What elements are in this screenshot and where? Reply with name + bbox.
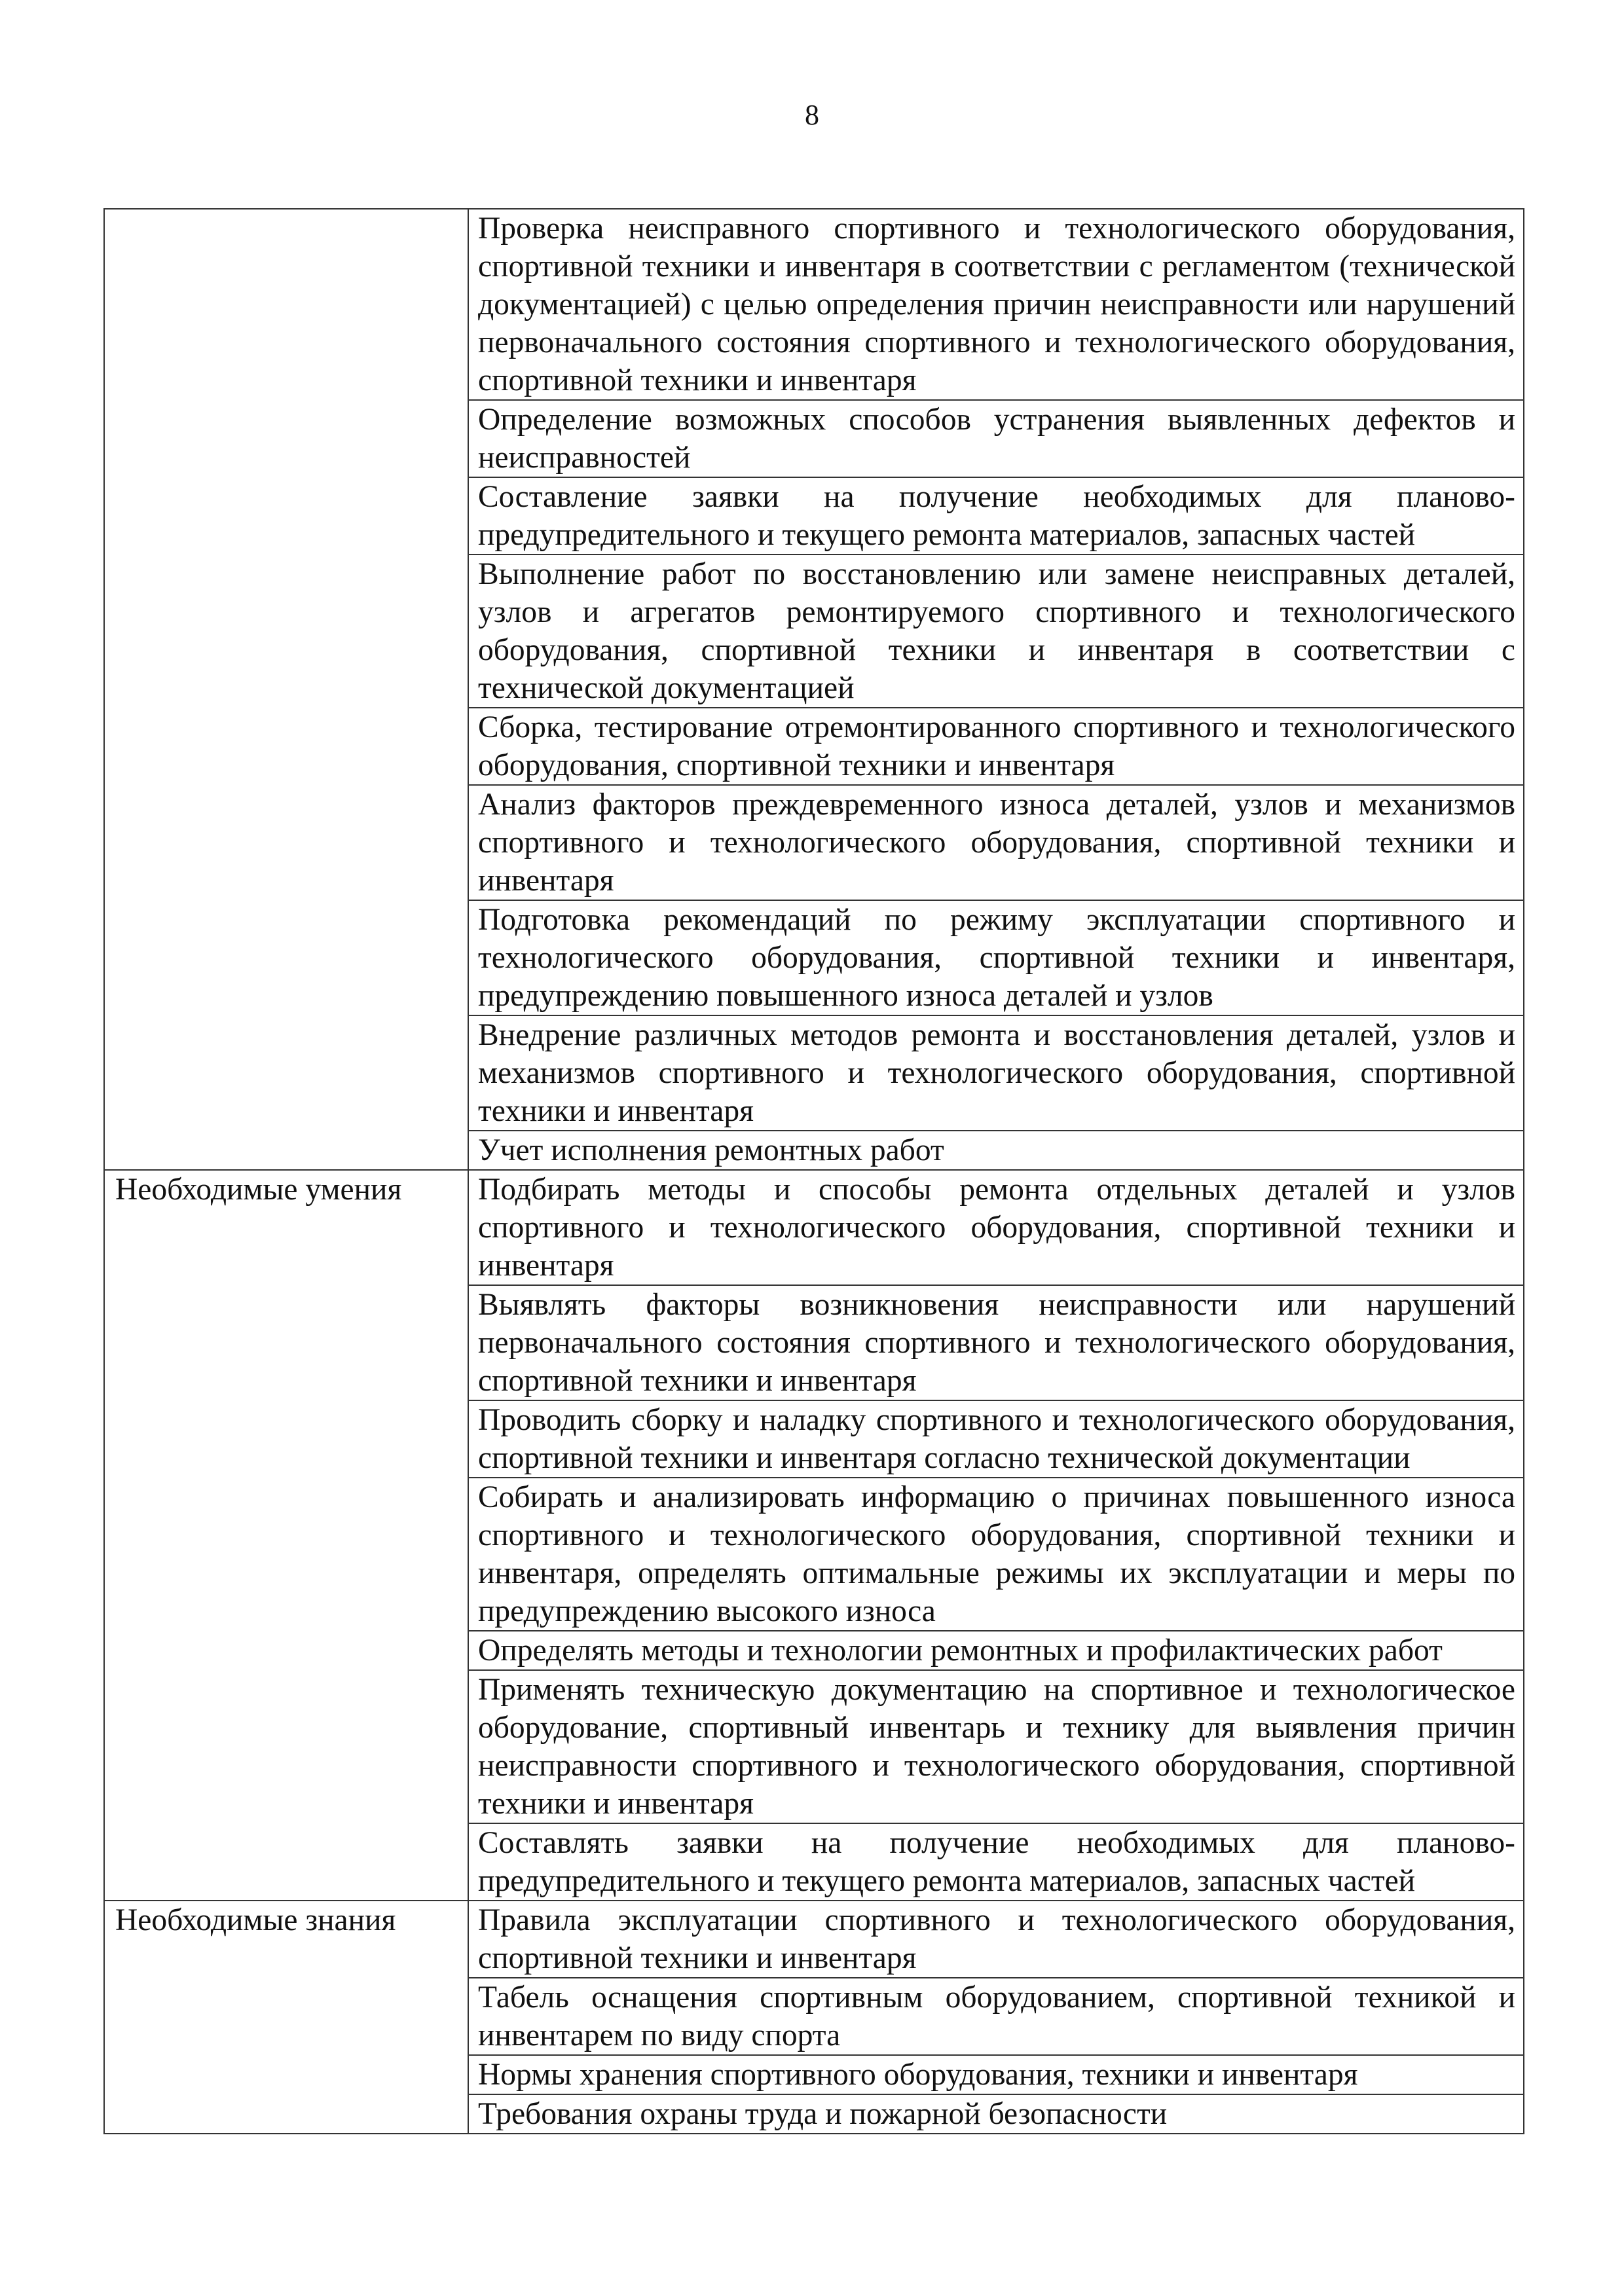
table-row — [104, 1170, 1524, 1285]
table-cell: Требования охраны труда и пожарной безопасности — [468, 2094, 1524, 2134]
table-cell: Учет исполнения ремонтных работ — [468, 1131, 1524, 1170]
table-cell: Нормы хранения спортивного оборудования, техники и инвентаря — [468, 2055, 1524, 2094]
table-cell: Подготовка рекомендаций по режиму эксплуатации спортивного и технологического оборудования, спортивной техники и инвентаря, предупреждению повышенного износа деталей и узлов — [468, 900, 1524, 1015]
table-cell: Определение возможных способов устранения выявленных дефектов и неисправностей — [468, 400, 1524, 477]
table-cell: Собирать и анализировать информацию о причинах повышенного износа спортивного и технологического оборудования, спортивной техники и инвентаря, определять оптимальные режимы их эксплуатации и меры по предупреждению высокого износа — [468, 1478, 1524, 1631]
section-label-continued — [104, 209, 468, 1170]
table-row — [104, 209, 1524, 400]
table-cell: Выполнение работ по восстановлению или замене неисправных деталей, узлов и агрегатов ремонтируемого спортивного и технологического оборудования, спортивной техники и инвентаря в соответствии с технической документацией — [468, 555, 1524, 708]
requirements-table — [103, 208, 1524, 2134]
table-cell: Составлять заявки на получение необходимых для планово-предупредительного и текущего ремонта материалов, запасных частей — [468, 1823, 1524, 1901]
table-cell: Правила эксплуатации спортивного и технологического оборудования, спортивной техники и инвентаря — [468, 1901, 1524, 1978]
table-cell: Определять методы и технологии ремонтных и профилактических работ — [468, 1631, 1524, 1670]
section-label-skills: Необходимые умения — [104, 1170, 468, 1901]
table-cell: Применять техническую документацию на спортивное и технологическое оборудование, спортивный инвентарь и технику для выявления причин неисправности спортивного и технологического оборудования, спортивной техники и инвентаря — [468, 1670, 1524, 1823]
table-cell: Составление заявки на получение необходимых для планово-предупредительного и текущего ремонта материалов, запасных частей — [468, 477, 1524, 555]
table-cell: Анализ факторов преждевременного износа деталей, узлов и механизмов спортивного и технологического оборудования, спортивной техники и инвентаря — [468, 785, 1524, 900]
table-cell: Подбирать методы и способы ремонта отдельных деталей и узлов спортивного и технологического оборудования, спортивной техники и инвентаря — [468, 1170, 1524, 1285]
table-cell: Проводить сборку и наладку спортивного и технологического оборудования, спортивной техники и инвентаря согласно технической документации — [468, 1400, 1524, 1478]
section-label-knowledge: Необходимые знания — [104, 1901, 468, 2134]
table-row — [104, 1901, 1524, 1978]
table-cell: Сборка, тестирование отремонтированного спортивного и технологического оборудования, спортивной техники и инвентаря — [468, 708, 1524, 785]
table-cell: Проверка неисправного спортивного и технологического оборудования, спортивной техники и инвентаря в соответствии с регламентом (технической документацией) с целью определения причин неисправности или нарушений первоначального состояния спортивного и технологического оборудования, спортивной техники и инвентаря — [468, 209, 1524, 400]
page-number: 8 — [805, 99, 819, 131]
table-cell: Выявлять факторы возникновения неисправности или нарушений первоначального состояния спортивного и технологического оборудования, спортивной техники и инвентаря — [468, 1285, 1524, 1400]
table-cell: Внедрение различных методов ремонта и восстановления деталей, узлов и механизмов спортивного и технологического оборудования, спортивной техники и инвентаря — [468, 1015, 1524, 1131]
table-cell: Табель оснащения спортивным оборудованием, спортивной техникой и инвентарем по виду спорта — [468, 1978, 1524, 2055]
